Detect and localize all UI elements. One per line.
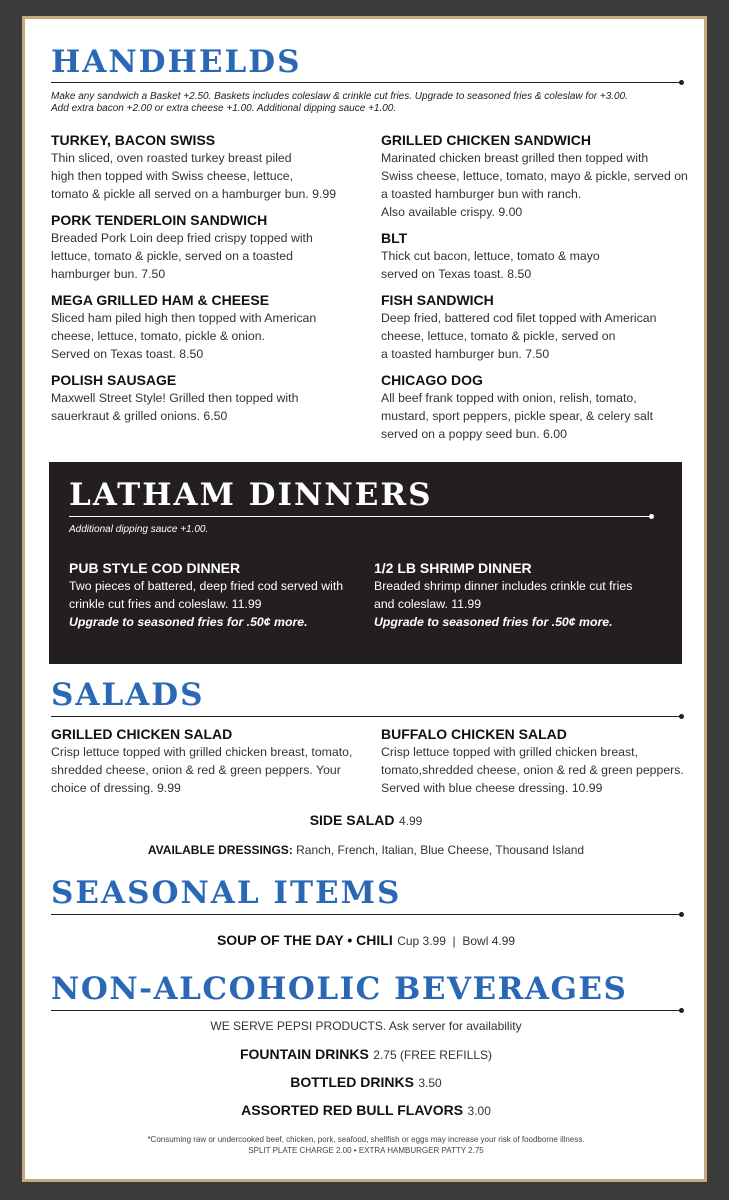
beverage-item	[51, 1046, 681, 1064]
item-name: MEGA GRILLED HAM & CHEESE	[51, 292, 270, 308]
item-name: CHICAGO DOG	[381, 372, 483, 388]
item-name: BLT	[381, 230, 408, 246]
item-desc-line: shredded cheese, onion & red & green peppers. Your	[51, 763, 341, 777]
item-desc-line: Two pieces of battered, deep fried cod served with	[69, 579, 344, 593]
item-desc-line: high then topped with Swiss cheese, lettuce,	[51, 169, 293, 183]
latham-title: LATHAM DINNERS	[69, 477, 433, 513]
handhelds-note	[51, 91, 691, 115]
item-desc-line: Maxwell Street Style! Grilled then topped with	[51, 391, 299, 405]
item-desc-line: Swiss cheese, lettuce, tomato, mayo & pickle, served on	[381, 169, 688, 183]
salads-columns	[51, 725, 691, 797]
item-name: BUFFALO CHICKEN SALAD	[381, 726, 567, 742]
beverage-price: 2.75 (FREE REFILLS)	[373, 1048, 492, 1062]
item-desc-line: Served with blue cheese dressing. 10.99	[381, 781, 603, 795]
latham-note: Additional dipping sauce +1.00.	[69, 524, 209, 535]
menu-item	[381, 291, 691, 363]
menu-item	[381, 371, 691, 443]
item-desc-line: tomato,shredded cheese, onion & red & green peppers.	[381, 763, 684, 777]
item-desc-line: sauerkraut & grilled onions. 6.50	[51, 409, 228, 423]
item-desc-line: served on a poppy seed bun. 6.00	[381, 427, 567, 441]
menu-item	[374, 559, 669, 631]
latham-columns	[69, 559, 669, 631]
item-desc-line: Breaded shrimp dinner includes crinkle cut fries	[374, 579, 633, 593]
menu-item	[51, 131, 361, 203]
beverage-item	[51, 1074, 681, 1092]
item-desc-line: tomato & pickle all served on a hamburger bun. 9.99	[51, 187, 337, 201]
beverage-price: 3.50	[418, 1076, 442, 1090]
item-desc-line: Also available crispy. 9.00	[381, 205, 523, 219]
item-desc-line: Marinated chicken breast grilled then topped with	[381, 151, 649, 165]
item-desc-line: lettuce, tomato & pickle, served on a toasted	[51, 249, 293, 263]
upgrade-note: Upgrade to seasoned fries for .50¢ more.	[374, 615, 613, 629]
item-desc-line: Crisp lettuce topped with grilled chicken breast, tomato,	[51, 745, 353, 759]
seasonal-title: SEASONAL ITEMS	[51, 875, 402, 911]
seasonal-price: Cup 3.99 | Bowl 4.99	[397, 934, 516, 948]
handhelds-left-column	[51, 131, 361, 451]
side-salad-price: 4.99	[398, 814, 423, 828]
handhelds-note-line: Add extra bacon +2.00 or extra cheese +1.00. Additional dipping sauce +1.00.	[51, 103, 397, 114]
item-desc-line: hamburger bun. 7.50	[51, 267, 166, 281]
beverages-rule	[51, 1010, 681, 1011]
item-desc-line: Served on Texas toast. 8.50	[51, 347, 204, 361]
beverage-price: 3.00	[467, 1104, 491, 1118]
menu-item	[381, 725, 691, 797]
menu-item	[51, 371, 361, 425]
item-desc-line: and coleslaw. 11.99	[374, 597, 482, 611]
menu-item	[69, 559, 374, 631]
item-name: PORK TENDERLOIN SANDWICH	[51, 212, 268, 228]
item-desc-line: Sliced ham piled high then topped with American	[51, 311, 317, 325]
item-desc-line: Thin sliced, oven roasted turkey breast piled	[51, 151, 292, 165]
seasonal-row	[51, 932, 681, 950]
item-desc-line: choice of dressing. 9.99	[51, 781, 181, 795]
dressings-row	[51, 843, 681, 857]
item-name: TURKEY, BACON SWISS	[51, 132, 216, 148]
footer-disclaimer: *Consuming raw or undercooked beef, chicken, pork, seafood, shellfish or eggs may increase your risk of foodborne illness.	[147, 1135, 585, 1144]
item-desc-line: Thick cut bacon, lettuce, tomato & mayo	[381, 249, 600, 263]
latham-dinners-panel	[49, 462, 682, 664]
dressings-list: Ranch, French, Italian, Blue Cheese, Thousand Island	[296, 843, 585, 857]
handhelds-note-line: Make any sandwich a Basket +2.50. Baskets includes coleslaw & crinkle cut fries. Upgrade to seasoned fries & coleslaw for +3.00.	[51, 91, 628, 102]
side-salad-row	[51, 812, 681, 830]
side-salad-name: SIDE SALAD	[309, 812, 395, 828]
handhelds-right-column	[381, 131, 691, 451]
beverage-name: ASSORTED RED BULL FLAVORS	[241, 1102, 464, 1118]
item-name: POLISH SAUSAGE	[51, 372, 177, 388]
menu-item	[51, 211, 361, 283]
item-desc-line: Deep fried, battered cod filet topped with American	[381, 311, 657, 325]
menu-item	[51, 291, 361, 363]
item-desc-line: mustard, sport peppers, pickle spear, & celery salt	[381, 409, 654, 423]
handhelds-columns	[51, 131, 691, 451]
handhelds-rule	[51, 82, 681, 83]
item-name: GRILLED CHICKEN SALAD	[51, 726, 233, 742]
beverage-name: FOUNTAIN DRINKS	[239, 1046, 369, 1062]
footer	[51, 1134, 681, 1156]
item-desc-line: a toasted hamburger bun with ranch.	[381, 187, 582, 201]
item-desc-line: cheese, lettuce, tomato & pickle, served on	[381, 329, 616, 343]
footer-charges: SPLIT PLATE CHARGE 2.00 • EXTRA HAMBURGER PATTY 2.75	[248, 1146, 484, 1155]
upgrade-note: Upgrade to seasoned fries for .50¢ more.	[69, 615, 308, 629]
item-desc-line: served on Texas toast. 8.50	[381, 267, 532, 281]
menu-page	[22, 16, 707, 1182]
handhelds-title: HANDHELDS	[51, 44, 302, 80]
item-desc-line: All beef frank topped with onion, relish, tomato,	[381, 391, 637, 405]
item-desc-line: Breaded Pork Loin deep fried crispy topped with	[51, 231, 313, 245]
beverage-name: BOTTLED DRINKS	[290, 1074, 414, 1090]
menu-item	[51, 725, 361, 797]
beverages-note: WE SERVE PEPSI PRODUCTS. Ask server for availability	[210, 1019, 522, 1033]
seasonal-rule	[51, 914, 681, 915]
item-name: FISH SANDWICH	[381, 292, 494, 308]
salads-rule	[51, 716, 681, 717]
beverages-title: NON-ALCOHOLIC BEVERAGES	[51, 971, 628, 1007]
item-desc-line: crinkle cut fries and coleslaw. 11.99	[69, 597, 262, 611]
item-desc-line: Crisp lettuce topped with grilled chicken breast,	[381, 745, 638, 759]
item-name: PUB STYLE COD DINNER	[69, 560, 241, 576]
item-desc-line: a toasted hamburger bun. 7.50	[381, 347, 550, 361]
menu-item	[381, 229, 691, 283]
salads-title: SALADS	[51, 677, 205, 713]
latham-rule	[69, 516, 651, 517]
item-name: GRILLED CHICKEN SANDWICH	[381, 132, 591, 148]
seasonal-item: SOUP OF THE DAY • CHILI	[216, 932, 393, 948]
dressings-label: AVAILABLE DRESSINGS:	[147, 843, 293, 857]
item-name: 1/2 LB SHRIMP DINNER	[374, 560, 532, 576]
menu-item	[381, 131, 691, 221]
item-desc-line: cheese, lettuce, tomato, pickle & onion.	[51, 329, 265, 343]
beverage-item	[51, 1102, 681, 1120]
